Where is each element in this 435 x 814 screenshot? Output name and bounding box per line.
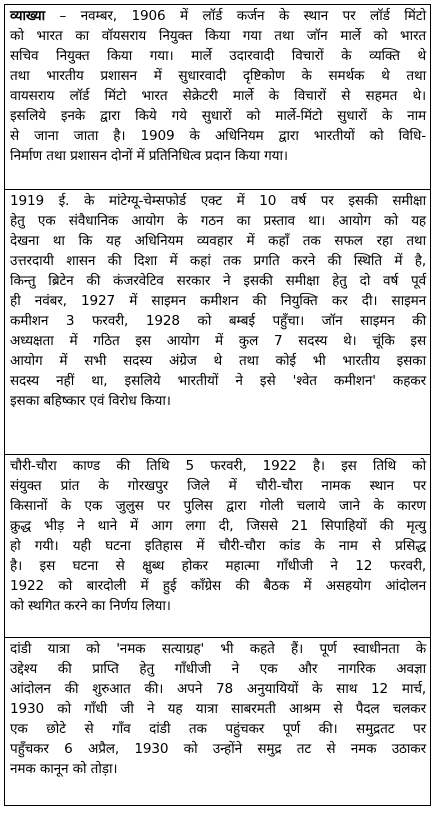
paragraph-line: अध्यक्षता में गठित इस आयोग में कुल 7 सदस्य थे। चूंकि इस <box>10 333 426 349</box>
paragraph-minto-morley-reforms <box>5 5 430 190</box>
paragraph-line-text: – नवम्बर, 1906 में लॉर्ड कर्जन के स्थान पर लॉर्ड मिंटो <box>44 8 426 24</box>
paragraph-line: सचिव नियुक्त किया गया। मार्ले उदारवादी विचारों के व्यक्ति थे <box>10 48 426 64</box>
paragraph-line: सदस्य नहीं था, इसलिये भारतीयों ने इसे 'श्वेत कमीशन' कहकर <box>10 373 426 389</box>
paragraph-dandi-march <box>5 638 430 805</box>
paragraph-line: को भारत का वॉयसराय नियुक्त किया गया तथा जॉन मार्ले को भारत <box>10 28 426 44</box>
paragraph-line: 1930 को गाँधी जी ने यह यात्रा साबरमती आश्रम से पैदल चलकर <box>10 701 426 717</box>
paragraph-line: संयुक्त प्रांत के गोरखपुर जिले में चौरी-चौरा नामक स्थान पर <box>10 478 426 494</box>
paragraph-line: देखना था कि यह अधिनियम व्यवहार में कहाँ तक सफल रहा तथा <box>10 233 426 249</box>
paragraph-line: 1919 ई. के मांटेग्यू-चेम्सफोर्ड एक्ट में 10 वर्ष पर इसकी समीक्षा <box>10 193 426 209</box>
paragraph-line: हो गयी। यही घटना इतिहास में चौरी-चौरा कांड के नाम से प्रसिद्ध <box>10 538 426 554</box>
paragraph-line: कमीशन 3 फरवरी, 1928 को बम्बई पहुँचा। जॉन साइमन की <box>10 313 426 329</box>
paragraph-line: हेतु एक संवैधानिक आयोग के गठन का प्रस्ताव था। आयोग को यह <box>10 213 426 229</box>
paragraph-line: किन्तु ब्रिटेन की कंजरवेटिव सरकार ने इसकी समीक्षा हेतु दो वर्ष पूर्व <box>10 273 426 289</box>
paragraph-line: दांडी यात्रा को 'नमक सत्याग्रह' भी कहते हैं। पूर्ण स्वाधीनता के <box>10 641 426 657</box>
paragraph-line: ही नवंबर, 1927 में साइमन कमीशन की नियुक्ति कर दी। साइमन <box>10 293 426 309</box>
paragraph-line: चौरी-चौरा काण्ड की तिथि 5 फरवरी, 1922 है। इस तिथि को <box>10 458 426 474</box>
paragraph-line: आंदोलन की शुरुआत की। अपने 78 अनुयायियों के साथ 12 मार्च, <box>10 681 426 697</box>
paragraph-line: उत्तरदायी शासन की दिशा में कहां तक प्रगति करने की स्थिति में है, <box>10 253 426 269</box>
paragraph-line <box>10 6 426 26</box>
paragraph-line: एक छोटे से गाँव दांडी तक पहुंचकर पूर्ण की। समुद्रतट पर <box>10 721 426 737</box>
paragraph-line: पहुँचकर 6 अप्रैल, 1930 को उन्होंने समुद्र तट से नमक उठाकर <box>10 741 426 757</box>
paragraph-line: तथा भारतीय प्रशासन में सुधारवादी दृष्टिकोण के समर्थक थे तथा <box>10 68 426 84</box>
paragraph-line: उद्देश्य की प्राप्ति हेतु गाँधीजी ने एक और नागरिक अवज्ञा <box>10 661 426 677</box>
paragraph-line: है। इस घटना से क्षुब्ध होकर महात्मा गाँधीजी ने 12 फरवरी, <box>10 558 426 574</box>
paragraph-chauri-chaura <box>5 455 430 638</box>
paragraph-line: नमक कानून को तोड़ा। <box>10 761 118 777</box>
paragraph-line: किसानों के एक जुलुस पर पुलिस द्वारा गोली चलाये जाने के कारण <box>10 498 426 514</box>
paragraph-simon-commission <box>5 190 430 455</box>
paragraph-line: क्रुद्ध भीड़ ने थाने में आग लगा दी, जिससे 21 सिपाहियों की मृत्यु <box>10 518 426 534</box>
explanation-label: व्याख्या <box>10 8 45 24</box>
paragraph-line: से जाना जाता है। 1909 के अधिनियम द्वारा भारतीयों को विधि- <box>10 128 426 144</box>
paragraph-line: इसलिये इनके द्वारा किये गये सुधारों को मार्ले-मिंटो सुधारों के नाम <box>10 108 426 124</box>
paragraph-line: इसका बहिष्कार एवं विरोध किया। <box>10 393 171 409</box>
paragraph-line: वायसराय लॉर्ड मिंटो भारत सेक्रेटरी मार्ले के विचारों से सहमत थे। <box>10 88 426 104</box>
paragraph-line: 1922 को बारदोली में हुई कॉंग्रेस की बैठक में असहयोग आंदोलन <box>10 578 426 594</box>
paragraph-line: आयोग में सभी सदस्य अंग्रेज थे तथा कोई भी भारतीय इसका <box>10 353 426 369</box>
paragraph-line: को स्थगित करने का निर्णय लिया। <box>10 598 171 614</box>
explanation-page <box>4 4 431 806</box>
paragraph-line: निर्माण तथा प्रशासन दोनों में प्रतिनिधित्व प्रदान किया गया। <box>10 148 288 164</box>
